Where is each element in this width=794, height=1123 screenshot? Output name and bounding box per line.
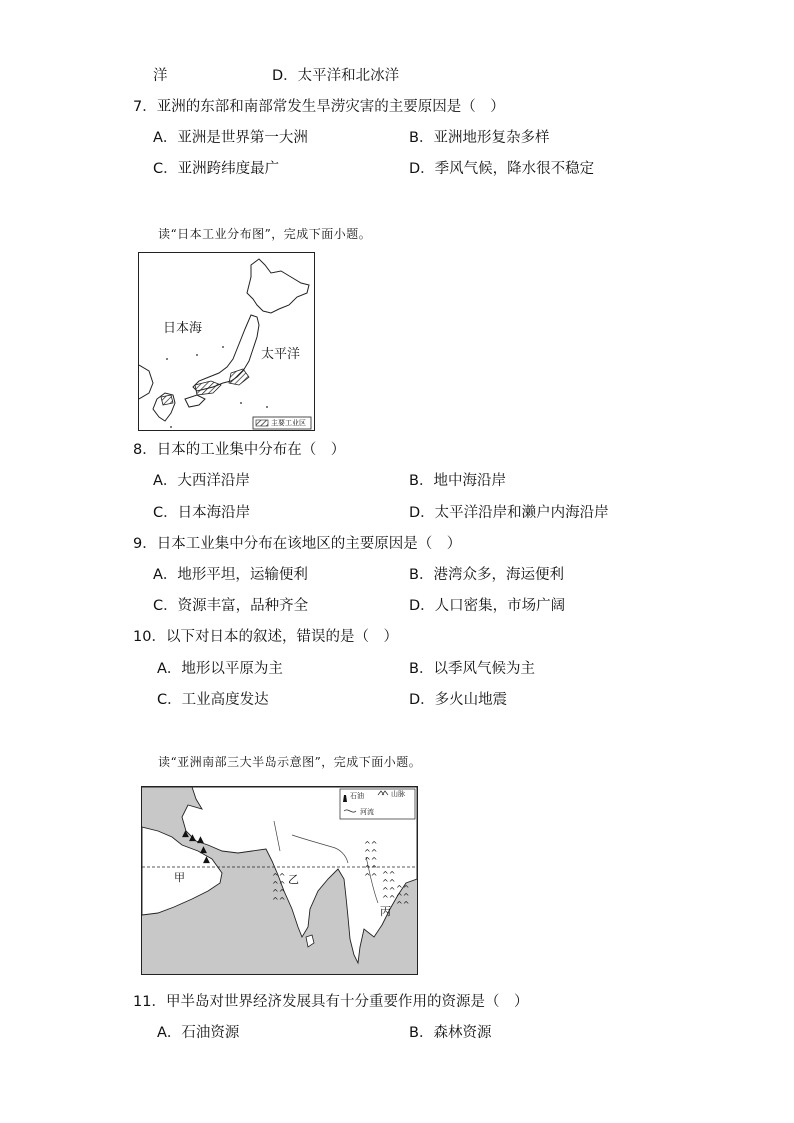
q11-option-a[interactable]: A．石油资源 — [157, 1025, 240, 1041]
q9-option-d[interactable]: D．人口密集，市场广阔 — [409, 598, 566, 614]
korea-coast — [139, 365, 153, 399]
mountain-range-icon: ^^ ^^ ^^ — [396, 884, 410, 909]
oil-well-icon: ▲ — [203, 855, 210, 865]
q8-option-b[interactable]: B．地中海沿岸 — [409, 473, 506, 489]
mountain-range-icon: ^^ ^^ ^^ ^^ — [382, 870, 396, 903]
legend-industrial-zone: 主要工业区 — [271, 419, 306, 427]
legend-mountain: 山脉 — [391, 790, 405, 798]
japan-map-svg — [139, 253, 314, 430]
q11-option-b[interactable]: B．森林资源 — [409, 1025, 492, 1041]
q7-option-b[interactable]: B．亚洲地形复杂多样 — [409, 130, 550, 146]
q7-option-a[interactable]: A．亚洲是世界第一大洲 — [153, 130, 308, 146]
question-7: 7．亚洲的东部和南部常发生旱涝灾害的主要原因是（ ） — [133, 99, 505, 115]
q9-option-a[interactable]: A．地形平坦，运输便利 — [153, 567, 308, 583]
legend-river: 河流 — [360, 808, 374, 816]
q10-option-a[interactable]: A．地形以平原为主 — [157, 661, 283, 677]
label-yi-peninsula: 乙 — [288, 873, 299, 886]
japan-industry-map — [138, 252, 315, 431]
oil-well-icon: ▲ — [197, 835, 204, 845]
q10-option-b[interactable]: B．以季风气候为主 — [409, 661, 535, 677]
q10-option-d[interactable]: D．多火山地震 — [409, 692, 508, 708]
industrial-zone-kitakyushu — [161, 395, 173, 405]
label-jia-peninsula: 甲 — [174, 871, 185, 884]
question-10: 10．以下对日本的叙述，错误的是（ ） — [133, 629, 398, 645]
question-8: 8．日本的工业集中分布在（ ） — [133, 442, 346, 458]
mountain-range-icon: ^^ ^^ ^^ ^^ — [272, 872, 286, 905]
q8-option-d[interactable]: D．太平洋沿岸和濑户内海沿岸 — [409, 505, 609, 521]
question-11: 11．甲半岛对世界经济发展具有十分重要作用的资源是（ ） — [133, 994, 529, 1010]
south-asia-peninsulas-map — [141, 786, 418, 975]
q9-option-b[interactable]: B．港湾众多，海运便利 — [409, 567, 564, 583]
q8-option-a[interactable]: A．大西洋沿岸 — [153, 473, 250, 489]
q7-option-d[interactable]: D．季风气候，降水很不稳定 — [409, 161, 595, 177]
continuation-text: 洋 — [153, 68, 168, 84]
intro-asia-map: 读“亚洲南部三大半岛示意图”，完成下面小题。 — [158, 755, 422, 769]
option-d-q6: D．太平洋和北冰洋 — [272, 68, 400, 84]
oil-well-icon: ▲ — [189, 833, 196, 843]
hokkaido-island — [247, 259, 309, 313]
label-pacific-ocean: 太平洋 — [261, 347, 301, 362]
mountain-range-icon: ^^ ^^ ^^ ^^ ^^ — [364, 840, 378, 881]
shikoku-island — [185, 395, 205, 407]
question-9: 9．日本工业集中分布在该地区的主要原因是（ ） — [133, 536, 462, 552]
q10-option-c[interactable]: C．工业高度发达 — [157, 692, 269, 708]
q7-option-c[interactable]: C．亚洲跨纬度最广 — [153, 161, 280, 177]
oil-well-icon: ▲ — [200, 845, 207, 855]
q9-option-c[interactable]: C．资源丰富，品种齐全 — [153, 598, 309, 614]
intro-japan-map: 读“日本工业分布图”，完成下面小题。 — [158, 227, 372, 241]
legend-oil: 石油 — [350, 792, 364, 800]
q8-option-c[interactable]: C．日本海沿岸 — [153, 505, 251, 521]
honshu-island — [193, 315, 259, 391]
oil-well-icon: ▲ — [182, 829, 189, 839]
label-bing-peninsula: 丙 — [380, 905, 391, 918]
label-sea-of-japan: 日本海 — [163, 321, 203, 336]
